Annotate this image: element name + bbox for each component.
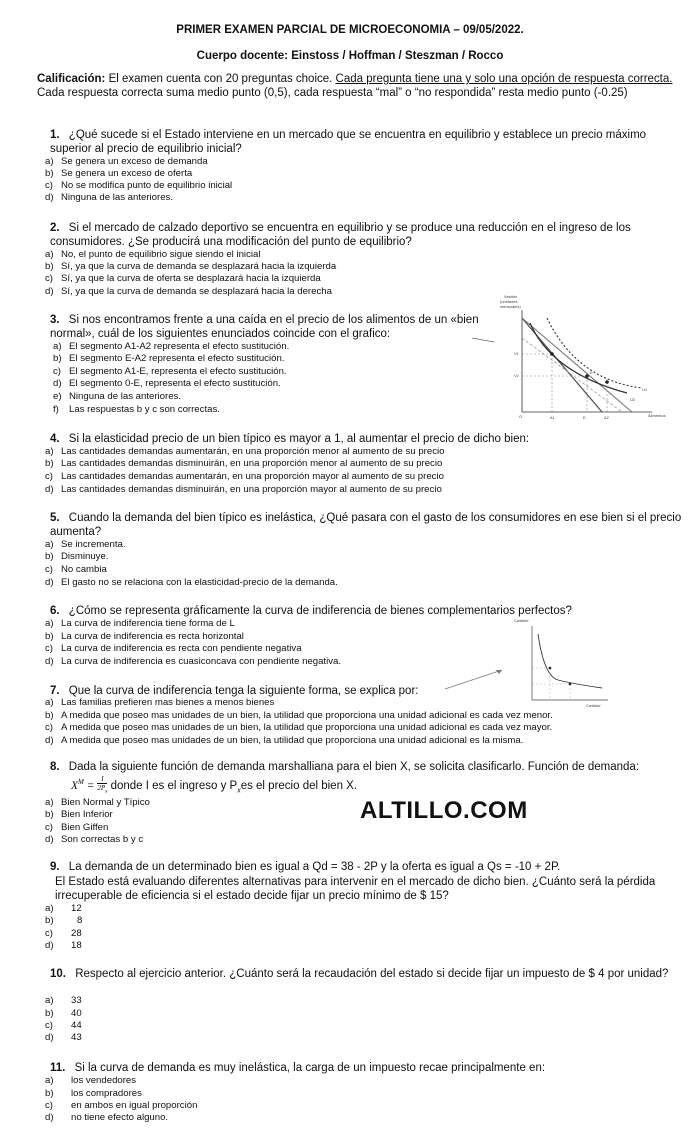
option: a) Las familias prefieren mas bienes a menos bienes [45,697,275,708]
y-axis-label-3: mensuales) [500,304,521,309]
option: c) Bien Giffen [45,822,109,833]
label-e-point: E [590,370,593,375]
formula-tail-2: es el precio del bien X. [240,779,358,792]
option: c) No cambia [45,564,107,575]
option: b) 40 [45,1008,82,1019]
grading-text-underlined: Cada pregunta tiene una y solo una opción de respuesta correcta. [335,73,673,85]
option: d) Las cantidades demandas disminuirán, en una proporción mayor al aumento de su precio [45,484,442,495]
option: a) Bien Normal y Típico [45,797,150,808]
question-text: Dada la siguiente función de demanda marshalliana para el bien X, se solicita clasificarlo. Función de demanda: [68,761,640,773]
point-e [585,374,589,378]
option: d) 18 [45,940,82,951]
demand-formula-line: $X^M$ = $\frac{I}{2P_x}$ donde I es el ingreso y $P_xes$ el precio del bien X. [71,775,358,795]
exam-title: PRIMER EXAMEN PARCIAL DE MICROECONOMIA – 09/05/2022. [176,24,524,36]
option: a) 33 [45,995,82,1006]
question-9 [50,860,688,874]
option: d) 43 [45,1032,82,1043]
question-text: Si nos encontramos frente a una caída en el precio de los alimentos de un «bien normal», cuál de los siguientes enunciados coincide con el grafico: [50,314,479,340]
budget-indifference-figure [452,288,692,420]
question-2 [50,221,688,249]
question-number: 4. [50,433,60,445]
question-7 [50,684,470,698]
option: c) 44 [45,1020,82,1031]
option: d) La curva de indiferencia es cuasiconcava con pendiente negativa. [45,656,342,667]
option: b) Disminuye. [45,551,109,562]
option: b) los compradores [45,1088,142,1099]
question-text: Si la curva de demanda es muy inelástica, la carga de un impuesto recae principalmente en: [74,1062,546,1074]
question-number: 10. [50,968,66,980]
option: b) Se genera un exceso de oferta [45,168,193,179]
label-u2: U2 [630,397,636,402]
y-axis-label-2: (unidades [500,299,518,304]
point-a2 [605,380,609,384]
label-v2: V2 [514,373,519,378]
label-e: E [583,415,586,420]
option: c) A medida que poseo mas unidades de un bien, la utilidad que proporciona una unidad adicional es cada vez mayor. [45,722,553,733]
label-a2: A2 [604,415,609,420]
budget-line-2 [522,318,632,412]
origin-label: O [519,414,523,419]
grading-label: Calificación: [37,73,106,85]
question-number: 2. [50,222,60,234]
option: d) El segmento 0-E, representa el efecto sustitución. [53,378,281,389]
y-axis-label-1: Vestido [504,294,518,299]
option: d) A medida que poseo mas unidades de un bien, la utilidad que proporciona una unidad adicional es la misma. [45,735,524,746]
indifference-curve-u2 [547,318,642,388]
option: f) Las respuestas b y c son correctas. [53,404,220,415]
option: d) Sí, ya que la curva de demanda se desplazará hacia la derecha [45,286,332,297]
question-number: 7. [50,685,60,697]
grading-text-a: El examen cuenta con 20 preguntas choice. [105,73,336,85]
option: a) La curva de indiferencia tiene forma de L [45,618,235,629]
question-text: ¿Cómo se representa gráficamente la curva de indiferencia de bienes complementarios perfectos? [68,605,572,617]
option: a) 12 [45,903,82,914]
curve-point [549,667,552,670]
indifference-curve-figure [440,614,610,714]
grading-paragraph [37,72,687,100]
question-3 [50,313,480,341]
question-number: 11. [50,1062,66,1074]
option: b) Bien Inferior [45,809,113,820]
option: d) Ninguna de las anteriores. [45,192,173,203]
option: b) Las cantidades demandas disminuirán, en una proporción menor al aumento de su precio [45,458,443,469]
question-text: ¿Qué sucede si el Estado interviene en un mercado que se encuentra en equilibrio y establece un precio máximo superior al precio de equilibrio inicial? [50,129,647,155]
question-10 [50,967,688,981]
question-number: 6. [50,605,60,617]
option: b) El segmento E-A2 representa el efecto sustitución. [53,353,285,364]
question-1 [50,128,688,156]
site-watermark: ALTILLO.COM [360,797,528,824]
option: d) no tiene efecto alguno. [45,1112,169,1123]
option: a) No, el punto de equilibrio sigue siendo el inicial [45,249,261,260]
question-number: 8. [50,761,60,773]
option: b) 8 [45,915,83,926]
question-text: Si la elasticidad precio de un bien típico es mayor a 1, al aumentar el precio de dicho bien: [68,433,530,445]
option: b) A medida que poseo mas unidades de un bien, la utilidad que proporciona una unidad adicional es cada vez menor. [45,710,553,721]
question-text: Respecto al ejercicio anterior. ¿Cuánto será la recaudación del estado si decide fijar un impuesto de $ 4 por unidad? [75,968,669,980]
option: a) Se incrementa. [45,539,126,550]
option: c) La curva de indiferencia es recta con pendiente negativa [45,643,302,654]
option: b) La curva de indiferencia es recta horizontal [45,631,244,642]
demand-formula: $X^M$ = $\frac{I}{2P_x}$ [71,775,108,795]
option: c) No se modifica punto de equilibrio inicial [45,180,233,191]
pointer-arrow [472,338,494,342]
point-a1 [550,352,554,356]
question-number: 5. [50,512,60,524]
question-number: 9. [50,861,60,873]
option: c) Las cantidades demandas aumentarán, en una proporción mayor al aumento de su precio [45,471,444,482]
question-text: Si el mercado de calzado deportivo se encuentra en equilibrio y se produce una reducción en el ingreso de los consumidores. ¿Se producirá una modificación del punto de equilibrio? [50,222,631,248]
label-a1: A1 [550,415,555,420]
question-4 [50,432,688,446]
option: c) El segmento A1-E, representa el efecto sustitución. [53,366,287,377]
x-axis-label: Cantidad [586,704,601,708]
formula-tail: donde I es el ingreso y P [107,779,238,792]
faculty-line: Cuerpo docente: Einstoss / Hoffman / Steszman / Rocco [196,50,504,62]
grading-text-b: Cada respuesta correcta suma medio punto (0,5), cada respuesta “mal” o “no respondida” resta medio punto (-0.25) [37,87,628,99]
curve-point [569,683,572,686]
option: c) Sí, ya que la curva de oferta se desplazará hacia la izquierda [45,273,321,284]
convex-indifference-curve [538,634,602,688]
option: e) Ninguna de las anteriores. [53,391,181,402]
option: a) Se genera un exceso de demanda [45,156,208,167]
indifference-curve-u1 [530,323,627,393]
question-text: Que la curva de indiferencia tenga la siguiente forma, se explica por: [68,685,419,697]
question-9-context: El Estado está evaluando diferentes alternativas para intervenir en el mercado de dicho bien. ¿Cuánto será la pérdida irrecuperable de eficiencia si el estado decide fijar un precio mínimo de $ 15? [55,876,656,902]
option: c) 28 [45,928,82,939]
option: d) El gasto no se relaciona con la elasticidad-precio de la demanda. [45,577,338,588]
label-u1: U1 [642,387,648,392]
y-axis-label: Cantidad [514,619,529,623]
compensated-line [522,338,622,412]
question-number: 1. [50,129,60,141]
option: a) los vendedores [45,1075,137,1086]
x-axis-label: Alimentos [648,413,666,418]
option: d) Son correctas b y c [45,834,144,845]
question-number: 3. [50,314,60,326]
option: a) Las cantidades demandas aumentarán, en una proporción menor al aumento de su precio [45,446,445,457]
question-8 [50,760,688,774]
label-v1: V1 [514,351,519,356]
question-11 [50,1061,688,1075]
question-text: Cuando la demanda del bien típico es inelástica, ¿Qué pasara con el gasto de los consumidores en ese bien si el precio aumenta? [50,512,682,538]
question-text: La demanda de un determinado bien es igual a Qd = 38 - 2P y la oferta es igual a Qs = -10 + 2P. [68,861,561,873]
option: b) Sí, ya que la curva de demanda se desplazará hacia la izquierda [45,261,337,272]
question-5 [50,511,688,539]
option: c) en ambos en igual proporción [45,1100,198,1111]
option: a) El segmento A1-A2 representa el efecto sustitución. [53,341,290,352]
